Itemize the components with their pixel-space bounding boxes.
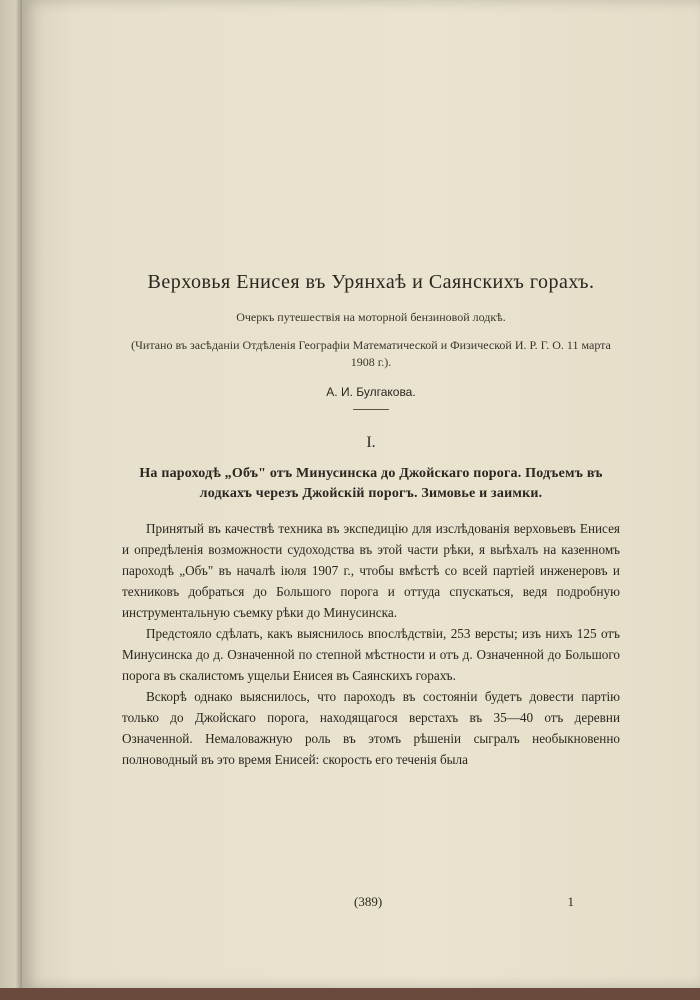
author-name: А. И. Булгакова.: [326, 385, 416, 399]
separator-rule: [353, 409, 389, 410]
document-title: Верховья Енисея въ Урянхаѣ и Саянскихъ горахъ.: [147, 271, 595, 293]
page-content: [122, 268, 620, 770]
page-number: 1: [567, 894, 574, 909]
reading-note: (Читано въ засѣданіи Отдѣленія Географіи Математической и Физической И. Р. Г. О. 11 марта 1908 г.).: [131, 338, 611, 369]
section-heading: На пароходѣ „Объ" отъ Минусинска до Джойскаго порога. Подъемъ въ лодкахъ черезъ Джойскій порогъ. Зимовье и заимки.: [139, 466, 603, 501]
paragraph-1: Принятый въ качествѣ техника въ экспедицію для изслѣдованія верховьевъ Енисея и опредѣленія возможности судоходства въ этой части рѣки, я выѣхалъ на казенномъ пароходѣ „Объ" въ началѣ іюля 1907 г., чтобы вмѣстѣ со всей партіей инженеровъ и техниковъ добраться до Большого порога и оттуда спускаться, ведя подробную инструментальную съемку рѣки до Минусинска.: [122, 521, 620, 620]
page-footer: [122, 886, 620, 908]
section-number: I.: [366, 434, 376, 451]
page-binding-edge: [0, 0, 22, 1000]
paragraph-2: Предстояло сдѣлать, какъ выяснилось впослѣдствіи, 253 версты; изъ нихъ 125 отъ Минусинска до д. Означенной по степной мѣстности и отъ д. Означенной до Большого порога въ скалистомъ ущельи Енисея въ Саянскихъ горахъ.: [122, 626, 620, 683]
paragraph-3: Вскорѣ однако выяснилось, что пароходъ въ состояніи будетъ довести партію только до Джойскаго порога, находящагося верстахъ въ 35—40 отъ деревни Означенной. Немаловажную роль въ этомъ рѣшеніи сыгралъ необыкновенно полноводный въ это время Енисей: скорость его теченія была: [122, 689, 620, 767]
page-bottom-edge: [0, 988, 700, 1000]
bracket-page-number: (389): [354, 894, 383, 909]
document-subtitle: Очеркъ путешествія на моторной бензиновой лодкѣ.: [236, 310, 506, 324]
